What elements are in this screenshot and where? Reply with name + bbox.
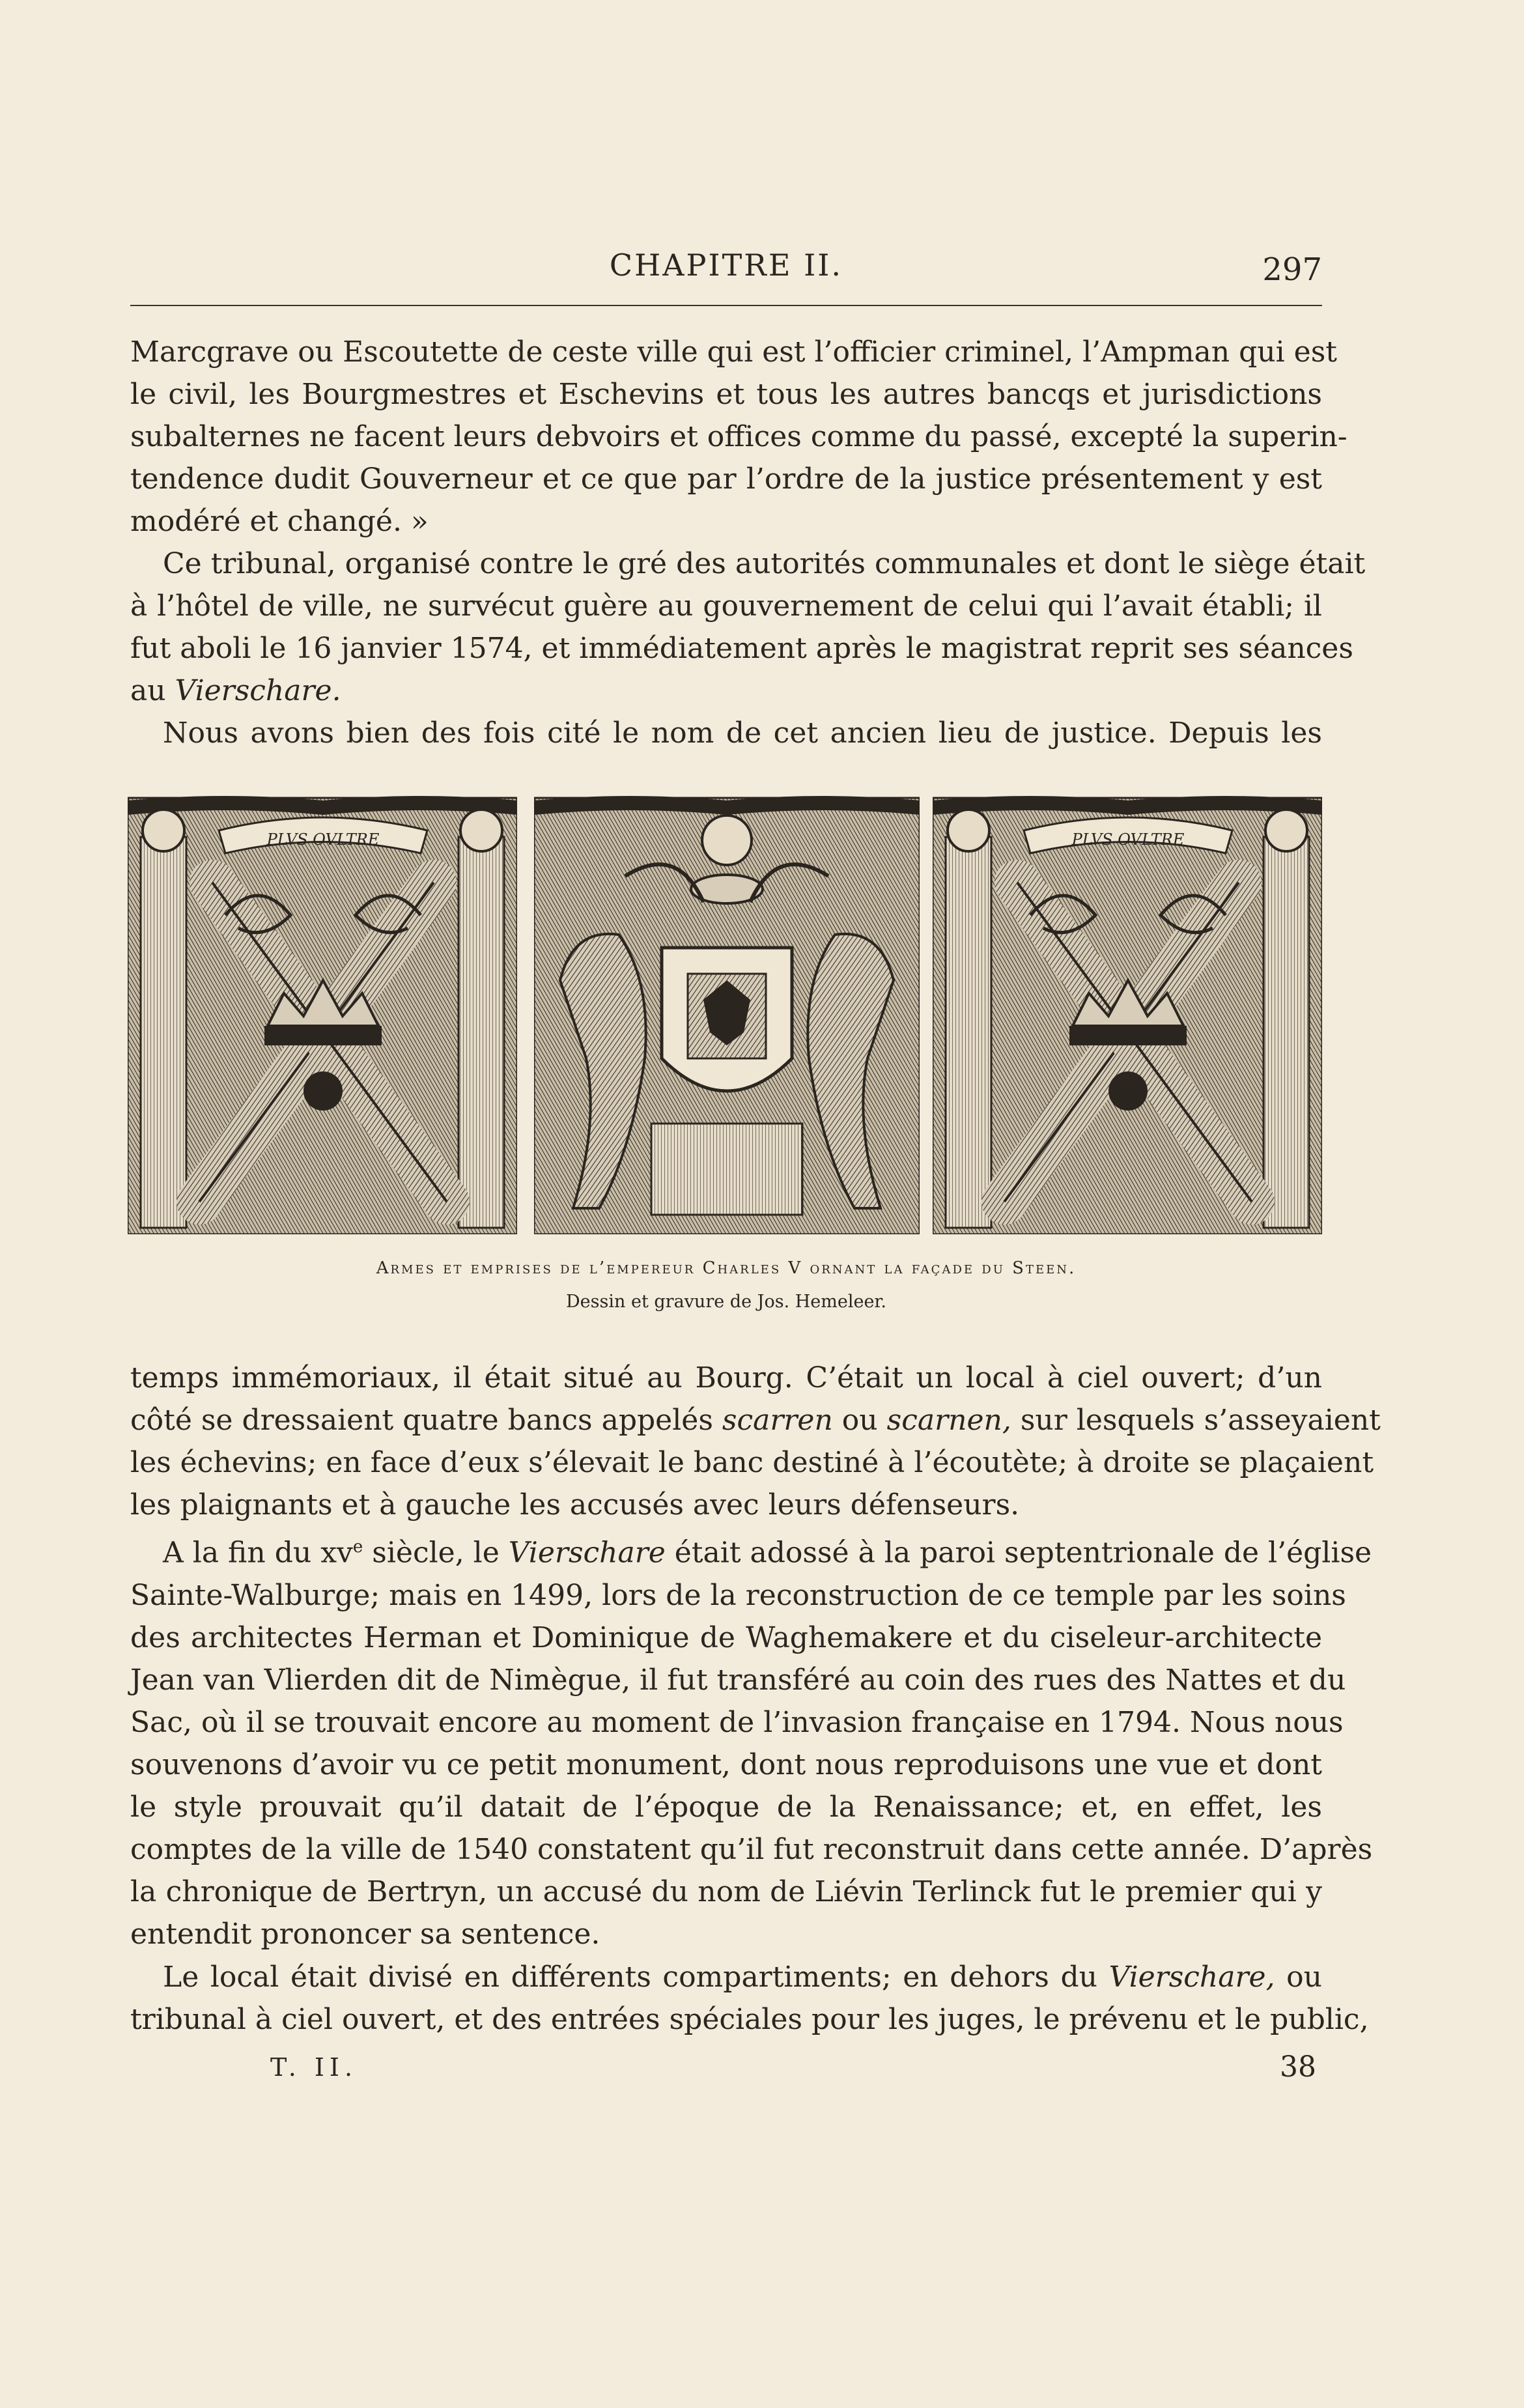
text-line: Le local était divisé en différents compartiments; en dehors du Vierschare, ou: [163, 1961, 1322, 1994]
paragraph-tribunal: [130, 543, 1366, 712]
italic-term: scarnen,: [886, 1404, 1011, 1437]
text-line: Nous avons bien des fois cité le nom de cet ancien lieu de justice. Depuis les: [163, 716, 1322, 750]
chapter-title: CHAPITRE II.: [609, 248, 843, 283]
sheet-number: 38: [1280, 2050, 1316, 2084]
paragraph-bourg: [130, 1357, 1381, 1526]
text-line: subalternes ne facent leurs debvoirs et offices comme du passé, excepté la superin-: [130, 420, 1348, 453]
motto-banner-text: PLVS OVLTRE: [1071, 830, 1185, 849]
text-line: entendit prononcer sa sentence.: [130, 1917, 600, 1951]
emblem-panel-right: [933, 785, 1322, 1234]
running-header: [130, 248, 1322, 300]
text-line: tendence dudit Gouverneur et ce que par l’ordre de la justice présentement y est: [130, 462, 1322, 496]
text-line: au Vierschare.: [130, 674, 341, 707]
text-line: fut aboli le 16 janvier 1574, et immédiatement après le magistrat reprit ses séances: [130, 632, 1353, 665]
text-line: Sac, où il se trouvait encore au moment de l’invasion française en 1794. Nous nous: [130, 1705, 1344, 1739]
text-line: souvenons d’avoir vu ce petit monument, dont nous reproduisons une vue et dont: [130, 1748, 1322, 1781]
text-line: Sainte-Walburge; mais en 1499, lors de la reconstruction de ce temple par les soins: [130, 1578, 1346, 1612]
italic-term: scarren: [722, 1404, 833, 1437]
paragraph-walburge: [130, 1526, 1373, 1955]
page-number: 297: [1262, 251, 1322, 288]
italic-term: Vierschare: [508, 1536, 666, 1570]
text-line: à l’hôtel de ville, ne survécut guère au gouvernement de celui qui l’avait établi; il: [130, 589, 1322, 623]
figure-credit: Dessin et gravure de Jos. Hemeleer.: [566, 1292, 886, 1312]
text-line: A la fin du $xv^e$ siècle, le Vierschare était adossé à la paroi septentrionale de l’église: [163, 1536, 1372, 1570]
italic-term: Vierschare.: [175, 674, 341, 707]
coat-of-arms-panel: [534, 785, 920, 1234]
text-line: modéré et changé. »: [130, 505, 429, 538]
volume-signature: T. II.: [270, 2053, 358, 2082]
paragraph-quote-end: [130, 331, 1348, 543]
emblem-panel-left: [128, 785, 517, 1234]
paragraph-lieu-justice: [130, 712, 1322, 754]
engraving-figure: [128, 785, 1322, 1234]
text-line: le style prouvait qu’il datait de l’époque de la Renaissance; et, en effet, les: [130, 1790, 1322, 1824]
text-line: Jean van Vlierden dit de Nimègue, il fut transféré au coin des rues des Nattes et du: [130, 1663, 1346, 1697]
text-line: Ce tribunal, organisé contre le gré des autorités communales et dont le siège était: [163, 547, 1366, 580]
italic-term: Vierschare,: [1108, 1961, 1275, 1994]
motto-banner-text: PLVS OVLTRE: [266, 830, 380, 849]
text-line: côté se dressaient quatre bancs appelés scarren ou scarnen, sur lesquels s’asseyaient: [130, 1404, 1381, 1437]
text-line: temps immémoriaux, il était situé au Bourg. C’était un local à ciel ouvert; d’un: [130, 1361, 1322, 1395]
text-line: des architectes Herman et Dominique de Waghemakere et du ciseleur-architecte: [130, 1621, 1322, 1654]
paragraph-compartiments: [130, 1956, 1369, 2041]
header-rule: [130, 305, 1322, 306]
text-line: la chronique de Bertryn, un accusé du nom de Liévin Terlinck fut le premier qui y: [130, 1875, 1322, 1908]
text-line: comptes de la ville de 1540 constatent qu’il fut reconstruit dans cette année. D’après: [130, 1832, 1373, 1866]
page-footer: [130, 2050, 1322, 2089]
text-line: les plaignants et à gauche les accusés avec leurs défenseurs.: [130, 1488, 1020, 1522]
text-line: les échevins; en face d’eux s’élevait le banc destiné à l’écoutète; à droite se plaçaient: [130, 1446, 1374, 1479]
text-line: le civil, les Bourgmestres et Eschevins et tous les autres bancqs et jurisdictions: [130, 378, 1322, 411]
text-line: tribunal à ciel ouvert, et des entrées spéciales pour les juges, le prévenu et le public,: [130, 2003, 1369, 2036]
figure-caption: Armes et emprises de l’empereur Charles V ornant la façade du Steen.: [376, 1258, 1077, 1278]
text-line: Marcgrave ou Escoutette de ceste ville qui est l’officier criminel, l’Ampman qui est: [130, 335, 1337, 369]
